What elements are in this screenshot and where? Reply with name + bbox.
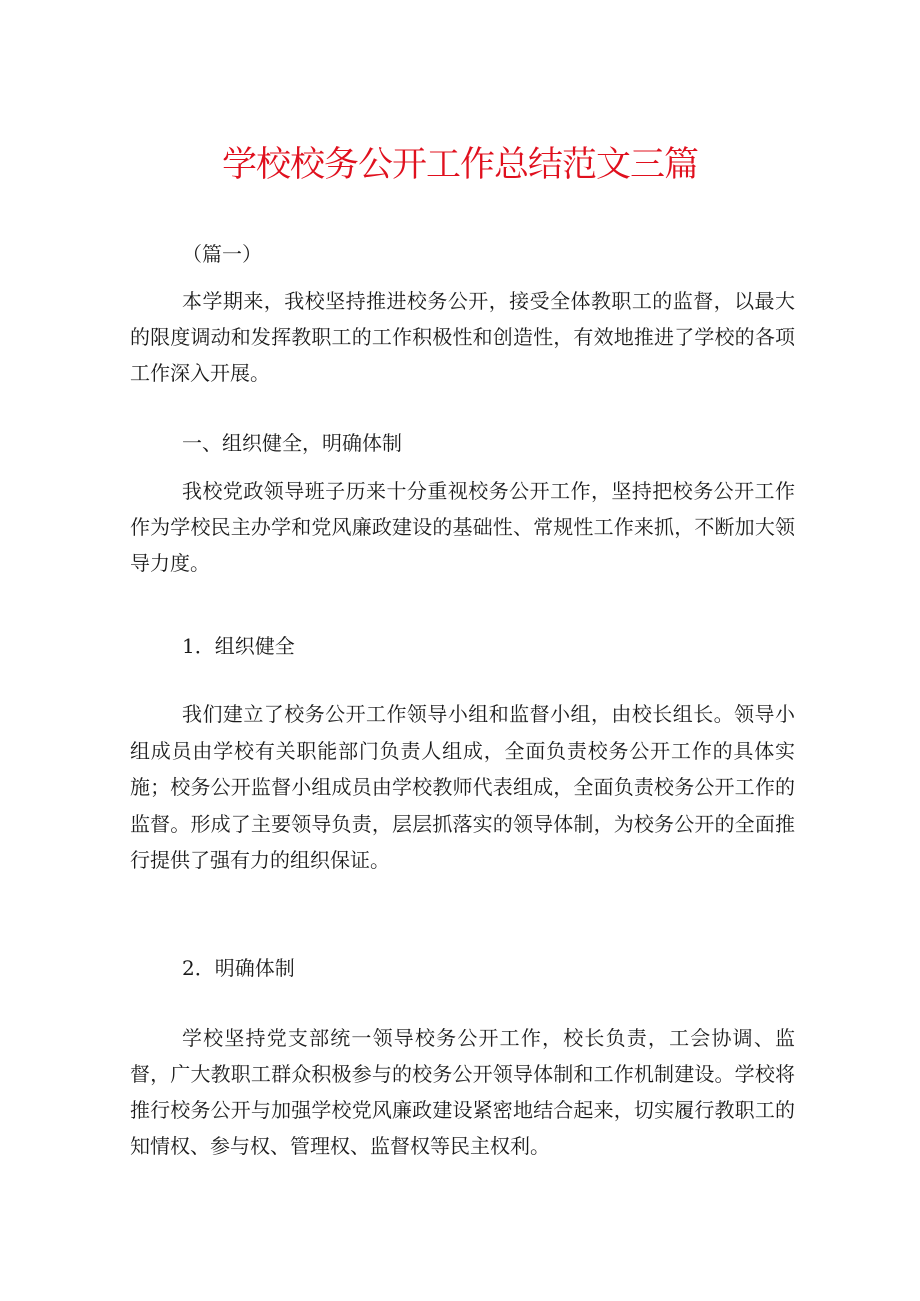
paragraph-leadership: 我校党政领导班子历来十分重视校务公开工作，坚持把校务公开工作作为学校民主办学和党风廉政建设的基础性、常规性工作来抓，不断加大领导力度。: [130, 479, 795, 575]
subheading-system: 2．明确体制: [182, 956, 295, 980]
section-heading-organization: 一、组织健全，明确体制: [182, 431, 402, 455]
part-label: （篇一）: [182, 242, 262, 266]
document-title: 学校校务公开工作总结范文三篇: [221, 145, 698, 185]
paragraph-system: 学校坚持党支部统一领导校务公开工作，校长负责，工会协调、监督，广大教职工群众积极参与的校务公开领导体制和工作机制建设。学校将推行校务公开与加强学校党风廉政建设紧密地结合起来，切实履行教职工的知情权、参与权、管理权、监督权等民主权利。: [130, 1026, 795, 1158]
paragraph-intro: 本学期来，我校坚持推进校务公开，接受全体教职工的监督，以最大的限度调动和发挥教职工的工作积极性和创造性，有效地推进了学校的各项工作深入开展。: [130, 289, 795, 385]
subheading-organization: 1．组织健全: [182, 634, 295, 658]
paragraph-groups: 我们建立了校务公开工作领导小组和监督小组，由校长组长。领导小组成员由学校有关职能部门负责人组成，全面负责校务公开工作的具体实施；校务公开监督小组成员由学校教师代表组成，全面负责校务公开工作的监督。形成了主要领导负责，层层抓落实的领导体制，为校务公开的全面推行提供了强有力的组织保证。: [130, 702, 795, 872]
